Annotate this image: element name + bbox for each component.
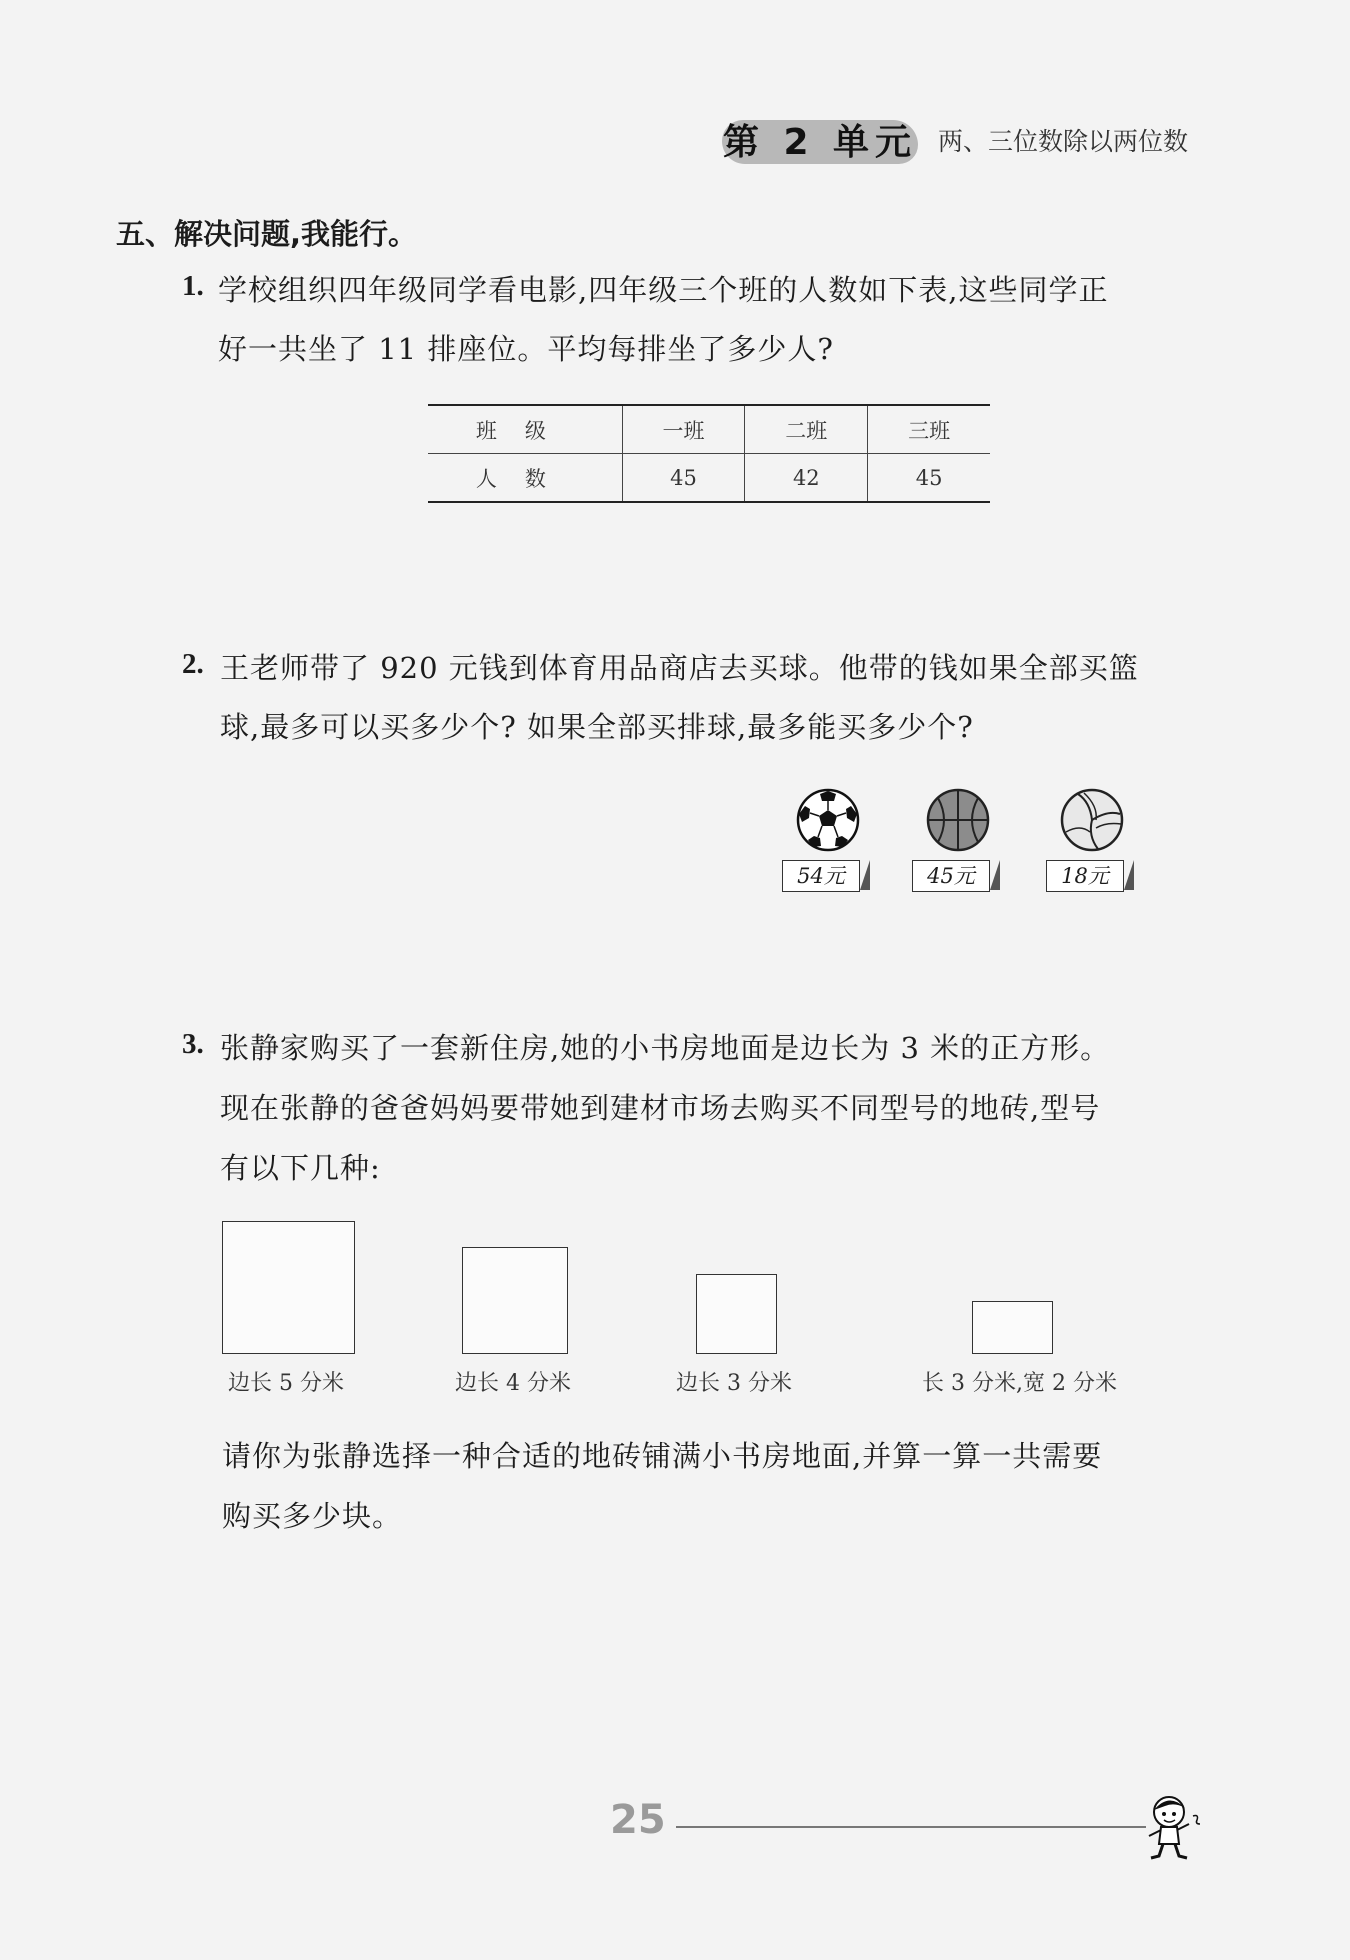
tile-caption: 边长 3 分米 [676,1371,792,1396]
question-1-number: 1. [182,270,204,302]
class-size-table [428,404,990,503]
table-cell: 人数 [428,454,622,503]
table-cell: 班级 [428,405,622,454]
price-tag: 18元 [1046,860,1124,892]
question-2-line-1: 王老师带了 920 元钱到体育用品商店去买球。他带的钱如果全部买篮 [220,651,1139,685]
table-header-row [428,405,990,454]
table-cell: 42 [745,454,868,503]
table-cell: 三班 [868,405,990,454]
question-3-number: 3. [182,1028,204,1060]
volleyball-icon [1060,788,1124,852]
unit-badge [722,112,918,166]
question-3-line-1: 张静家购买了一套新住房,她的小书房地面是边长为 3 米的正方形。 [220,1031,1111,1065]
basketball-icon [926,788,990,852]
tile-caption: 长 3 分米,宽 2 分米 [922,1371,1117,1396]
footer-rule [676,1826,1146,1828]
page-number: 25 [610,1797,666,1843]
price-tag: 45元 [912,860,990,892]
unit-label: 第 2 单元 [722,121,918,163]
tile-caption: 边长 4 分米 [455,1371,571,1396]
table-cell: 45 [868,454,990,503]
question-1-line-1: 学校组织四年级同学看电影,四年级三个班的人数如下表,这些同学正 [218,273,1109,307]
question-3-line-2: 现在张静的爸爸妈妈要带她到建材市场去购买不同型号的地砖,型号 [220,1091,1101,1125]
tile-5dm [222,1221,355,1354]
tile-3dm [696,1274,777,1354]
question-3-line-4: 请你为张静选择一种合适的地砖铺满小书房地面,并算一算一共需要 [222,1439,1103,1473]
question-3-line-3: 有以下几种: [220,1151,381,1185]
question-2-line-2: 球,最多可以买多少个? 如果全部买排球,最多能买多少个? [220,710,974,744]
question-3-line-5: 购买多少块。 [222,1499,403,1533]
price-tag: 54元 [782,860,860,892]
tile-4dm [462,1247,568,1354]
mascot-icon [1135,1790,1205,1862]
section-title: 五、解决问题,我能行。 [116,217,418,251]
soccer-ball-icon [796,788,860,852]
table-row [428,454,990,503]
unit-subtitle: 两、三位数除以两位数 [938,127,1189,156]
question-2-number: 2. [182,648,204,680]
tile-caption: 边长 5 分米 [228,1371,344,1396]
table-cell: 二班 [745,405,868,454]
table-cell: 一班 [622,405,745,454]
table-cell: 45 [622,454,745,503]
tile-3x2dm [972,1301,1053,1354]
question-1-line-2: 好一共坐了 11 排座位。平均每排坐了多少人? [218,332,834,366]
